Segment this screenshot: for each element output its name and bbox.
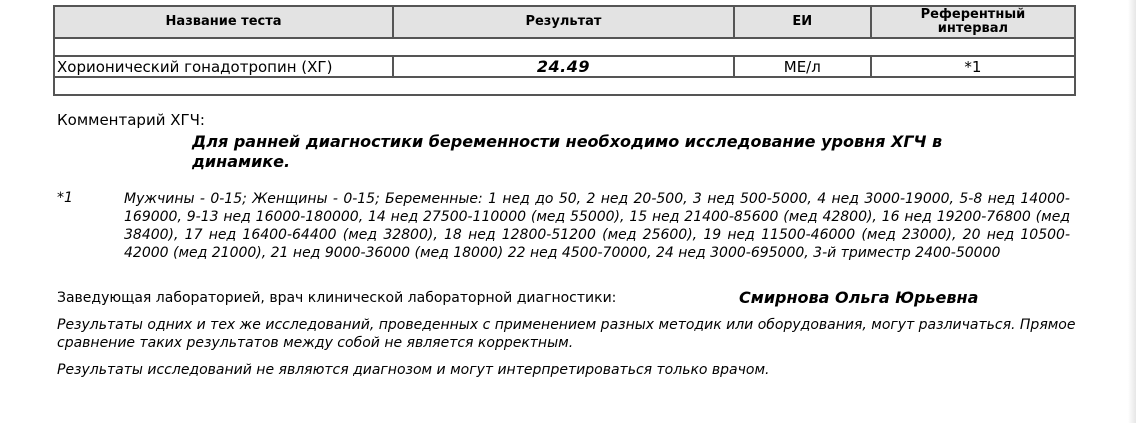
signature-name: Смирнова Ольга Юрьевна <box>739 288 979 307</box>
disclaimer-note: Результаты одних и тех же исследований, проведенных с применением разных методик или оборудования, могут различаться. Прямое сравнение таких результатов между собой не является корректным. <box>57 317 1076 351</box>
signature-label: Заведующая лабораторией, врач клинической лабораторной диагностики: <box>57 290 617 306</box>
test-result-cell: 24.49 <box>393 56 734 77</box>
header-unit: ЕИ <box>734 6 871 38</box>
test-reference-cell: *1 <box>871 56 1075 77</box>
footnote-mark: *1 <box>57 190 73 206</box>
page-edge <box>1128 0 1136 423</box>
test-name-cell: Хорионический гонадотропин (ХГ) <box>54 56 393 77</box>
table-spacer-row <box>54 38 1075 56</box>
header-reference <box>871 6 1075 38</box>
header-test-name: Название теста <box>54 6 393 38</box>
header-reference-line2: интервал <box>937 21 1009 36</box>
table-row <box>54 56 1075 77</box>
table-header-row <box>54 6 1075 38</box>
diagnosis-note: Результаты исследований не являются диагнозом и могут интерпретироваться только врачом. <box>57 362 770 378</box>
results-table <box>53 5 1076 96</box>
header-result: Результат <box>393 6 734 38</box>
footnote-text: Мужчины - 0-15; Женщины - 0-15; Беременные: 1 нед до 50, 2 нед 20-500, 3 нед 500-5000, 4 нед 3000-19000, 5-8 нед 14000-169000, 9-13 нед 16000-180000, 14 нед 27500-110000 (мед 55000), 15 нед 21400-85600 (мед 42800), 16 нед 19200-76800 (мед 38400), 17 нед 16400-64400 (мед 32800), 18 нед 12800-51200 (мед 25600), 19 нед 11500-46000 (мед 23000), 20 нед 10500-42000 (мед 21000), 21 нед 9000-36000 (мед 18000) 22 нед 4500-70000, 24 нед 3000-695000, 3-й триместр 2400-50000 <box>124 191 1070 261</box>
test-unit-cell: МЕ/л <box>734 56 871 77</box>
header-reference-line1: Референтный <box>920 7 1026 22</box>
table-spacer-row <box>54 77 1075 95</box>
comment-label: Комментарий ХГЧ: <box>57 111 205 129</box>
comment-text: Для ранней диагностики беременности необходимо исследование уровня ХГЧ в динамике. <box>192 132 943 171</box>
